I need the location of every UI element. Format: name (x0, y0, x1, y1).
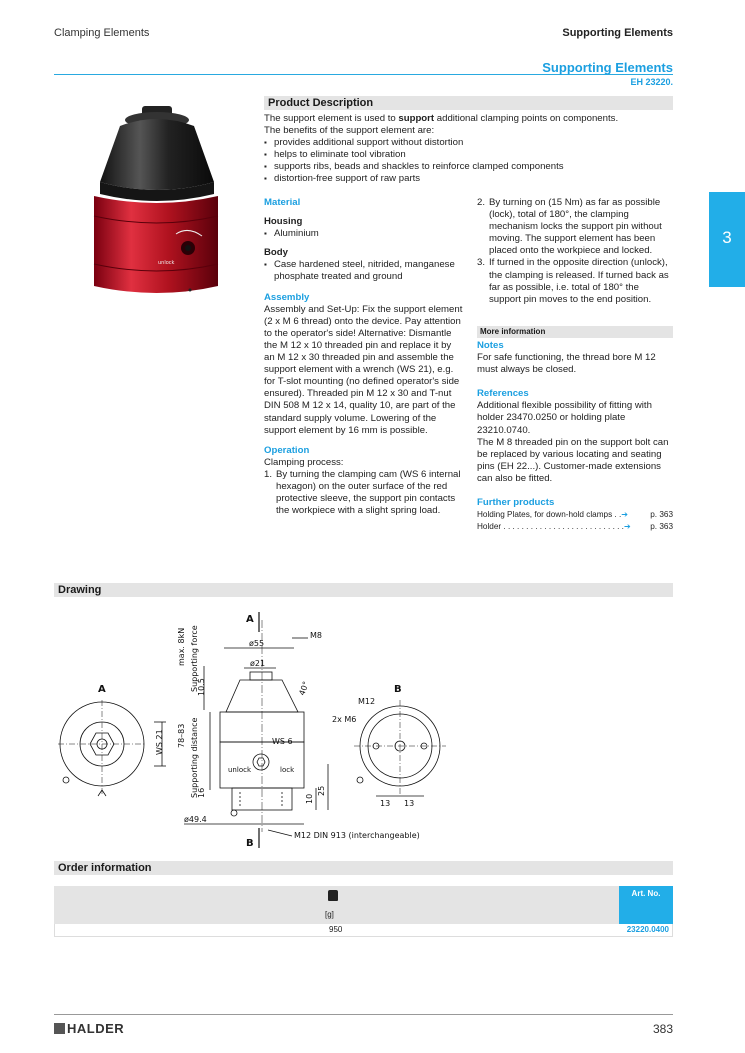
running-header-left: Clamping Elements (54, 27, 150, 39)
d494-dim: ø49.4 (184, 815, 207, 824)
chapter-tab[interactable] (709, 192, 745, 287)
more-information-band: More information (477, 326, 673, 338)
description-line1: The support element is used to support additional clamping points on components. (264, 113, 619, 124)
benefit-item: ▪ distortion-free support of raw parts (264, 173, 674, 185)
order-table-header (54, 886, 673, 924)
m8-dim: M8 (310, 631, 322, 640)
ws21-dim: WS 21 (155, 729, 164, 755)
dim-13-right: 13 (404, 799, 415, 808)
dim-16: 16 (197, 787, 206, 798)
operation-step: 1. By turning the clamping cam (WS 6 internal hexagon) on the outer surface of the red protective sleeve, the support pin contacts the workpiece with a slight spring load. (264, 468, 461, 517)
assembly-text: Assembly and Set-Up: Fix the support element (2 x M 6 thread) onto the device. Pay attention to the operator's side! Alternative: Dismantle the M 12 x 10 threaded pin and replace it by an M 12 x 30 threaded pin and assemble the support element with a wrench (WS 21), e.g. for T-slot mounting (no defined operator's side ensured). Threaded pin M 12 x 30 and T-nut DIN 508 M 12 x 14, quality 10, are part of the standard supply volume. Lowering of the support element by 16 mm is possible. (264, 303, 463, 436)
description-line2: The benefits of the support element are: (264, 125, 435, 137)
benefit-item: ▪ helps to eliminate tool vibration (264, 149, 674, 161)
section-title: Supporting Elements (542, 60, 673, 75)
product-description-band: Product Description (264, 96, 673, 110)
operation-heading: Operation (264, 444, 310, 456)
assembly-heading: Assembly (264, 291, 310, 303)
notes-text: For safe functioning, the thread bore M 12 must always be closed. (477, 352, 656, 376)
order-table (54, 886, 673, 937)
dim-10-5: 10.5 (197, 678, 206, 696)
housing-label: Housing (264, 216, 303, 228)
d55-dim: ø55 (249, 639, 265, 648)
further-products-heading: Further products (477, 497, 555, 509)
brand-logo: HALDER (54, 1021, 124, 1036)
chapter-tab-number: 3 (722, 228, 732, 247)
further-product-link[interactable]: Holder . . . . . . . . . . . . . . . . . . . . . . . . . . .➔ p. 363 (477, 522, 673, 532)
dim-10: 10 (305, 793, 314, 804)
supporting-distance-label: Supporting distance (190, 717, 199, 798)
references-text: The M 8 threaded pin on the support bolt can be replaced by various locating and seating pins (EH 22...). Customer-made extensions can also be fitted. (477, 436, 669, 484)
art-no-header: Art. No. (619, 886, 673, 924)
view-b-label: B (394, 684, 402, 695)
m6-dim: 2x M6 (332, 715, 357, 724)
operation-intro: Clamping process: (264, 456, 344, 468)
art-no-value[interactable]: 23220.0400 (626, 925, 669, 934)
view-a-label: A (98, 684, 106, 695)
weight-icon (328, 890, 338, 901)
left-column (264, 197, 463, 517)
section-a-top: A (246, 614, 254, 625)
operation-step: 2. By turning on (15 Nm) as far as possible (lock), total of 180°, the clamping mechanism locks the support pin without moving. The support element has been placed onto the workpiece and locked. (477, 197, 662, 257)
technical-drawing (54, 600, 673, 850)
arrow-right-icon: ➔ (623, 522, 631, 532)
arrow-right-icon: ➔ (621, 510, 629, 520)
svg-text:unlock: unlock (158, 260, 175, 266)
more-information (477, 340, 673, 533)
logo-mark-icon (54, 1023, 65, 1034)
references-text: Additional flexible possibility of fitting with holder 23470.0250 or holding plate 23210.0740. (477, 400, 652, 436)
table-row[interactable] (54, 924, 673, 937)
body-label: Body (264, 247, 288, 259)
right-column (477, 197, 673, 306)
d21-dim: ø21 (250, 659, 266, 668)
benefit-item: ▪ provides additional support without distortion (264, 137, 674, 149)
dim-13-left: 13 (380, 799, 391, 808)
product-description (264, 113, 674, 186)
footer-rule (54, 1014, 673, 1015)
section-b-bottom: B (246, 838, 254, 849)
housing-item: ▪ Aluminium (264, 228, 463, 240)
m12-din-label: M12 DIN 913 (interchangeable) (294, 831, 420, 840)
running-header-right: Supporting Elements (562, 27, 673, 39)
product-photo (90, 104, 224, 304)
material-heading: Material (264, 197, 301, 208)
benefit-item: ▪ supports ribs, beads and shackles to reinforce clamped components (264, 161, 674, 173)
further-product-link[interactable]: Holding Plates, for down-hold clamps . .➔ p. 363 (477, 510, 673, 520)
notes-heading: Notes (477, 340, 504, 351)
body-item: ▪ Case hardened steel, nitrided, manganese phosphate treated and ground (264, 259, 463, 283)
unlock-label: unlock (228, 766, 252, 774)
range-dim: 78–83 (177, 723, 186, 748)
dim-25: 25 (317, 785, 326, 796)
operation-step: 3. If turned in the opposite direction (unlock), the clamping is released. If turned back as far as possible, i.e. total of 180° the support pin moves to the end position. (477, 257, 669, 305)
weight-unit: [g] (325, 910, 334, 919)
references-heading: References (477, 388, 529, 400)
supporting-force-label: Supporting force (190, 625, 199, 692)
section-code: EH 23220. (630, 77, 673, 87)
lock-label: lock (280, 766, 295, 774)
ws6-dim: WS 6 (272, 737, 293, 746)
drawing-band: Drawing (54, 583, 673, 597)
weight-value: 950 (329, 925, 343, 934)
max-force-label: max. 8kN (177, 627, 186, 666)
angle-dim: 40° (297, 680, 311, 697)
m12-dim: M12 (358, 697, 376, 706)
page-number: 383 (652, 1022, 673, 1036)
order-information-band: Order information (54, 861, 673, 875)
